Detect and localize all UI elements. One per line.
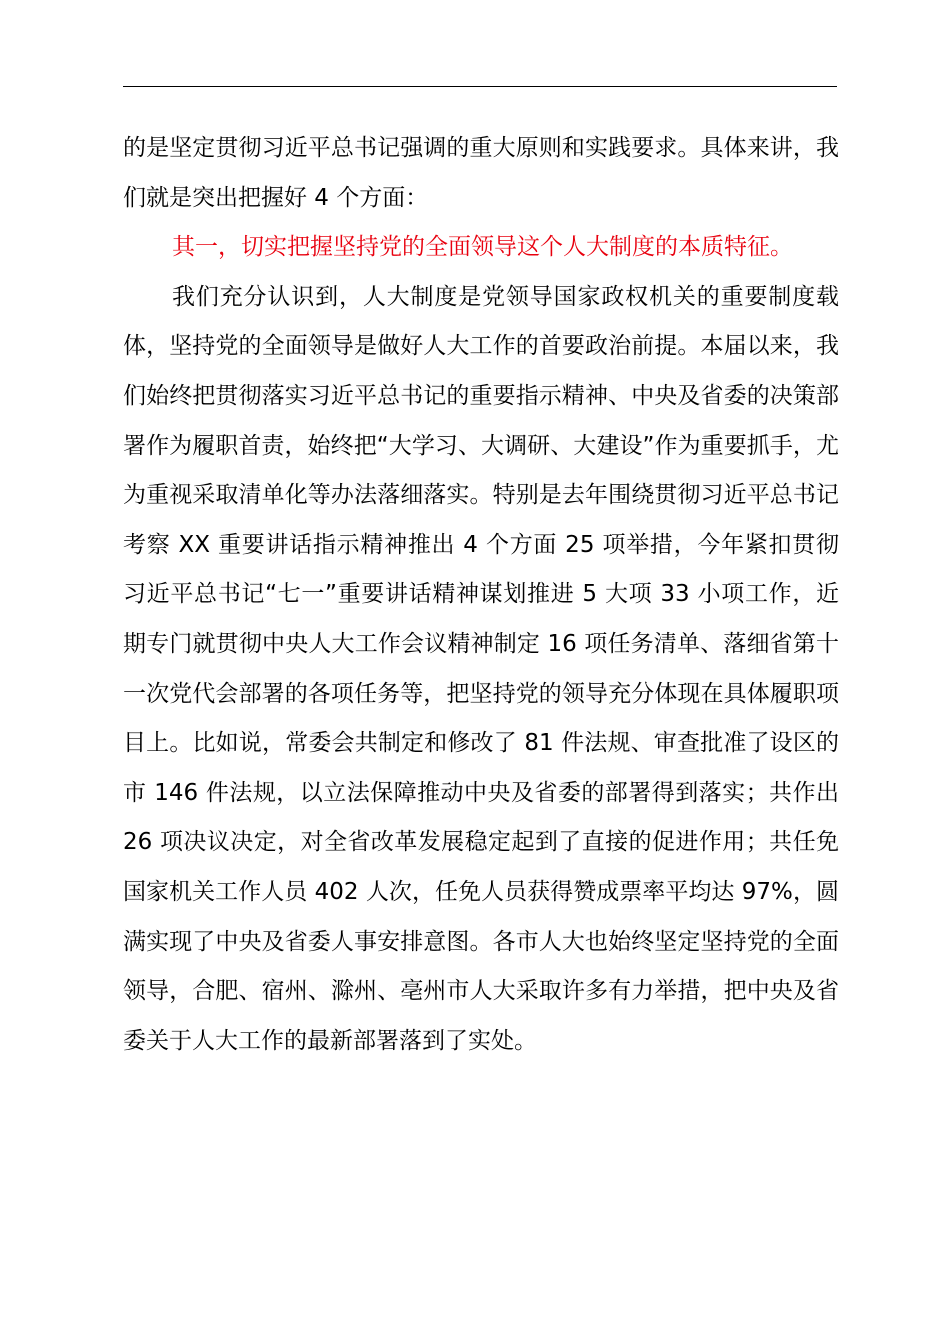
intro-paragraph: 的是坚定贯彻习近平总书记强调的重大原则和实践要求。具体来讲，我们就是突出把握好 4 个方面： [123, 135, 839, 211]
section-heading: 其一，切实把握坚持党的全面领导这个人大制度的本质特征。 [172, 234, 793, 261]
document-body [123, 124, 839, 1066]
body-paragraph: 我们充分认识到，人大制度是党领导国家政权机关的重要制度载体，坚持党的全面领导是做好人大工作的首要政治前提。本届以来，我们始终把贯彻落实习近平总书记的重要指示精神、中央及省委的决策部署作为履职首责，始终把“大学习、大调研、大建设”作为重要抓手，尤为重视采取清单化等办法落细落实。特别是去年围绕贯彻习近平总书记考察 XX 重要讲话指示精神推出 4 个方面 25 项举措，今年紧扣贯彻习近平总书记“七一”重要讲话精神谋划推进 5 大项 33 小项工作，近期专门就贯彻中央人大工作会议精神制定 16 项任务清单、落细省第十一次党代会部署的各项任务等，把坚持党的领导充分体现在具体履职项目上。比如说，常委会共制定和修改了 81 件法规、审查批准了设区的市 146 件法规，以立法保障推动中央及省委的部署得到落实；共作出 26 项决议决定，对全省改革发展稳定起到了直接的促进作用；共任免国家机关工作人员 402 人次，任免人员获得赞成票率平均达 97%，圆满实现了中央及省委人事安排意图。各市人大也始终坚定坚持党的全面领导，合肥、宿州、滁州、亳州市人大采取许多有力举措，把中央及省委关于人大工作的最新部署落到了实处。 [123, 283, 839, 1054]
header-rule [123, 86, 837, 87]
